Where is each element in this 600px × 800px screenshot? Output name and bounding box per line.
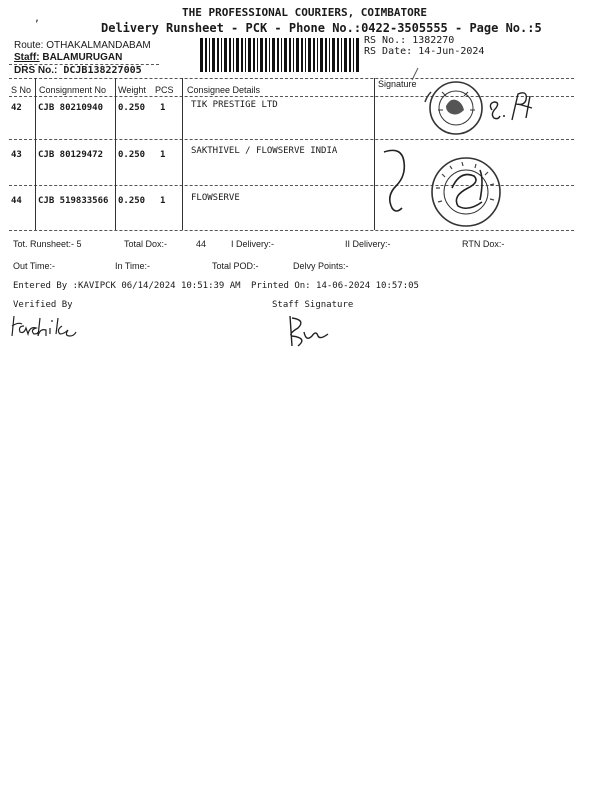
barcode-bar [229, 38, 231, 72]
barcode-bar [341, 38, 342, 72]
barcode-bar [217, 38, 219, 72]
row-44-rule [9, 230, 574, 231]
rs-date-label: RS Date: [364, 46, 413, 57]
runsheet-subtitle: Delivery Runsheet - PCK - Phone No.:0422-3505555 - Page No.:5 [101, 21, 542, 35]
barcode-bar [317, 38, 318, 72]
route-value: OTHAKALMANDABAM [46, 40, 151, 51]
rtn-dox: RTN Dox:- [462, 239, 505, 249]
rs-no-line [364, 35, 454, 46]
verified-by-label: Verified By [13, 300, 73, 310]
row-weight: 0.250 [118, 150, 146, 160]
signature-row-43 [380, 140, 580, 230]
barcode-bar [301, 38, 303, 72]
drs-line [14, 65, 142, 76]
row-consignee: FLOWSERVE [191, 193, 240, 203]
row-sno: 44 [11, 196, 22, 206]
col-header-weight: Weight [118, 85, 146, 95]
header-underline [9, 64, 159, 65]
i-delivery: I Delivery:- [231, 239, 275, 249]
barcode [200, 38, 360, 72]
row-consignee: SAKTHIVEL / FLOWSERVE INDIA [191, 146, 338, 156]
stray-mark: , [34, 13, 41, 24]
barcode-bar [221, 38, 222, 72]
barcode-bar [241, 38, 243, 72]
total-dox-value: 44 [196, 239, 207, 249]
col-header-sno: S No [11, 85, 32, 95]
rs-date-line [364, 46, 484, 57]
barcode-bar [344, 38, 347, 72]
col-divider [115, 78, 116, 230]
delvy-points: Delvy Points:- [293, 261, 349, 271]
table-top-rule [9, 78, 574, 79]
barcode-bar [356, 38, 359, 72]
ii-delivery: II Delivery:- [345, 239, 391, 249]
total-runsheet: Tot. Runsheet:- 5 [13, 239, 82, 249]
row-consignment: CJB 80129472 [38, 150, 104, 160]
row-weight: 0.250 [118, 103, 146, 113]
col-divider [35, 78, 36, 230]
barcode-bar [277, 38, 279, 72]
row-sno: 43 [11, 150, 22, 160]
total-dox-label: Total Dox:- [124, 239, 168, 249]
barcode-bar [308, 38, 311, 72]
row-pcs: 1 [160, 196, 166, 206]
row-consignee: TIK PRESTIGE LTD [191, 100, 278, 110]
barcode-bar [265, 38, 267, 72]
barcode-bar [200, 38, 203, 72]
barcode-bar [248, 38, 251, 72]
barcode-bar [293, 38, 294, 72]
row-consignment: CJB 519833566 [38, 196, 109, 206]
route-line [14, 40, 151, 51]
barcode-bar [337, 38, 339, 72]
route-label: Route: [14, 40, 44, 51]
barcode-bar [257, 38, 258, 72]
barcode-bar [245, 38, 246, 72]
staff-signature-mark [282, 312, 342, 352]
printed-on: Printed On: 14-06-2024 10:57:05 [251, 281, 419, 291]
row-weight: 0.250 [118, 196, 146, 206]
barcode-bar [329, 38, 330, 72]
drs-value: DCJB138227005 [63, 65, 142, 76]
barcode-bar [281, 38, 282, 72]
barcode-bar [289, 38, 291, 72]
row-pcs: 1 [160, 150, 166, 160]
barcode-bar [349, 38, 351, 72]
barcode-bar [353, 38, 354, 72]
col-divider [374, 78, 375, 230]
col-header-pcs: PCS [155, 85, 174, 95]
barcode-bar [253, 38, 255, 72]
col-divider [182, 78, 183, 230]
total-pod: Total POD:- [212, 261, 259, 271]
staff-signature-label: Staff Signature [272, 300, 354, 310]
barcode-bar [296, 38, 299, 72]
company-title: THE PROFESSIONAL COURIERS, COIMBATORE [182, 6, 428, 19]
barcode-bar [224, 38, 227, 72]
barcode-bar [209, 38, 210, 72]
barcode-bar [205, 38, 207, 72]
rs-date-value: 14-Jun-2024 [418, 46, 485, 57]
out-time: Out Time:- [13, 261, 56, 271]
barcode-bar [320, 38, 323, 72]
rs-no-value: 1382270 [412, 35, 455, 46]
staff-label: Staff: [14, 52, 40, 63]
entered-by: Entered By :KAVIPCK 06/14/2024 10:51:39 AM [13, 281, 241, 291]
barcode-bar [313, 38, 315, 72]
staff-value: BALAMURUGAN [42, 52, 123, 63]
barcode-bar [305, 38, 306, 72]
row-pcs: 1 [160, 103, 166, 113]
barcode-bar [332, 38, 335, 72]
col-header-consignee: Consignee Details [187, 85, 261, 95]
row-sno: 42 [11, 103, 22, 113]
in-time: In Time:- [115, 261, 151, 271]
drs-label: DRS No.: [14, 65, 58, 76]
barcode-bar [236, 38, 239, 72]
barcode-bar [325, 38, 327, 72]
barcode-bar [233, 38, 234, 72]
barcode-bar [272, 38, 275, 72]
barcode-bar [212, 38, 215, 72]
row-consignment: CJB 80210940 [38, 103, 104, 113]
col-header-signature: Signature [378, 79, 417, 89]
rs-no-label: RS No.: [364, 35, 407, 46]
staff-line [14, 52, 122, 63]
signature-row-42 [380, 80, 580, 140]
barcode-bar [284, 38, 287, 72]
verifier-signature [10, 312, 100, 342]
barcode-bar [260, 38, 263, 72]
barcode-bar [269, 38, 270, 72]
col-header-consignment: Consignment No [39, 85, 107, 95]
